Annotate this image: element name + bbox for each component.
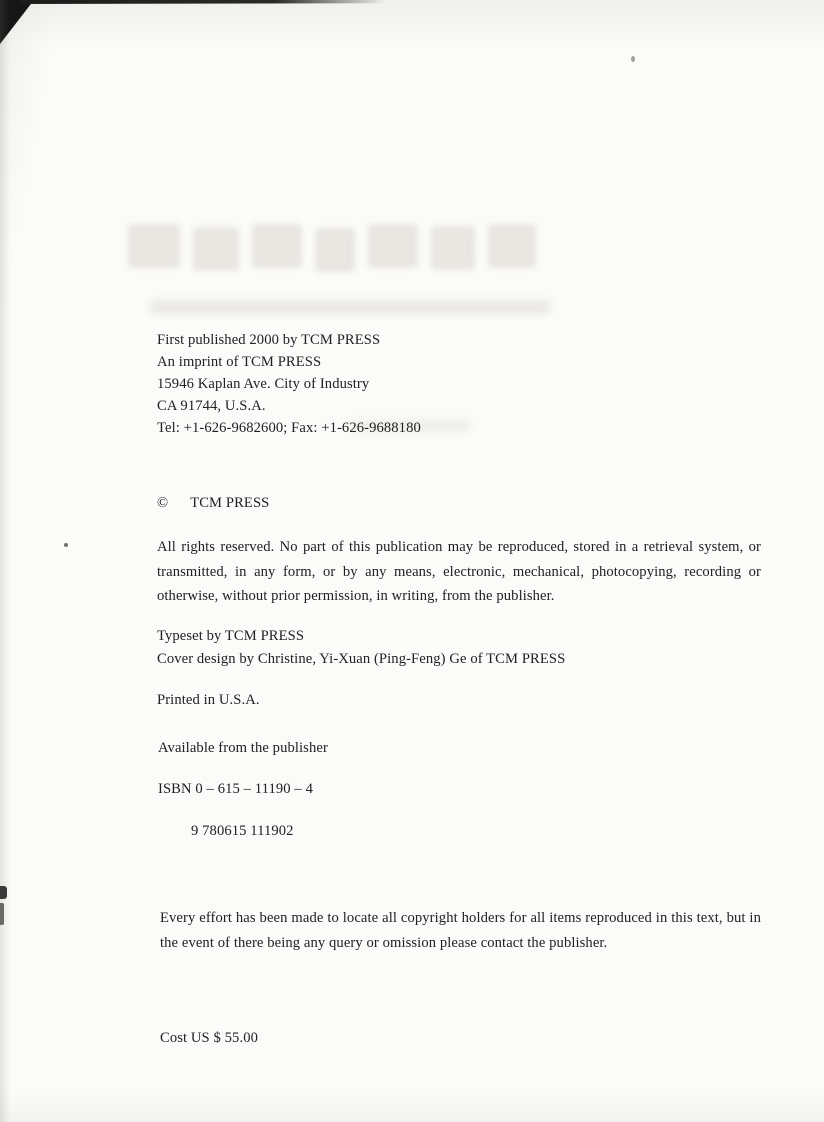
publisher-line: CA 91744, U.S.A. — [157, 398, 266, 414]
isbn-line: ISBN 0 – 615 – 11190 – 4 — [158, 781, 313, 797]
copyright-notice-paragraph: Every effort has been made to locate all copyright holders for all items reproduced in this text, but in the event of there being any query or omission please contact the publisher. — [160, 910, 761, 951]
copyright-line — [157, 492, 269, 514]
credit-line: Cover design by Christine, Yi-Xuan (Ping-Feng) Ge of TCM PRESS — [157, 651, 566, 667]
isbn-number: 9 780615 111902 — [191, 823, 294, 839]
show-through-text-artifact — [128, 224, 578, 276]
credits-block — [157, 625, 565, 671]
publisher-line: 15946 Kaplan Ave. City of Industry — [157, 376, 370, 392]
price-line: Cost US $ 55.00 — [160, 1030, 258, 1046]
publisher-line: Tel: +1-626-9682600; Fax: +1-626-9688180 — [157, 420, 421, 436]
dust-speck — [64, 543, 68, 547]
scan-left-mark — [0, 903, 4, 925]
scan-left-mark — [0, 886, 7, 899]
publisher-line: An imprint of TCM PRESS — [157, 354, 322, 370]
copyright-symbol: © — [157, 495, 169, 511]
publisher-block — [157, 329, 421, 439]
rights-paragraph: All rights reserved. No part of this publication may be reproduced, stored in a retrieval system, or transmitted, in any form, or by any means, electronic, mechanical, photocopying, recording or otherwise, without prior permission, in writing, from the publisher. — [157, 539, 761, 605]
printed-line: Printed in U.S.A. — [157, 692, 260, 708]
scan-top-edge-artifact — [18, 0, 386, 4]
credit-line: Typeset by TCM PRESS — [157, 628, 305, 644]
dust-speck — [631, 56, 635, 62]
publisher-line: First published 2000 by TCM PRESS — [157, 332, 381, 348]
scan-left-shade — [0, 0, 10, 1122]
availability-line: Available from the publisher — [158, 740, 328, 756]
copyright-holder: TCM PRESS — [190, 495, 270, 511]
show-through-text-artifact — [150, 300, 550, 314]
